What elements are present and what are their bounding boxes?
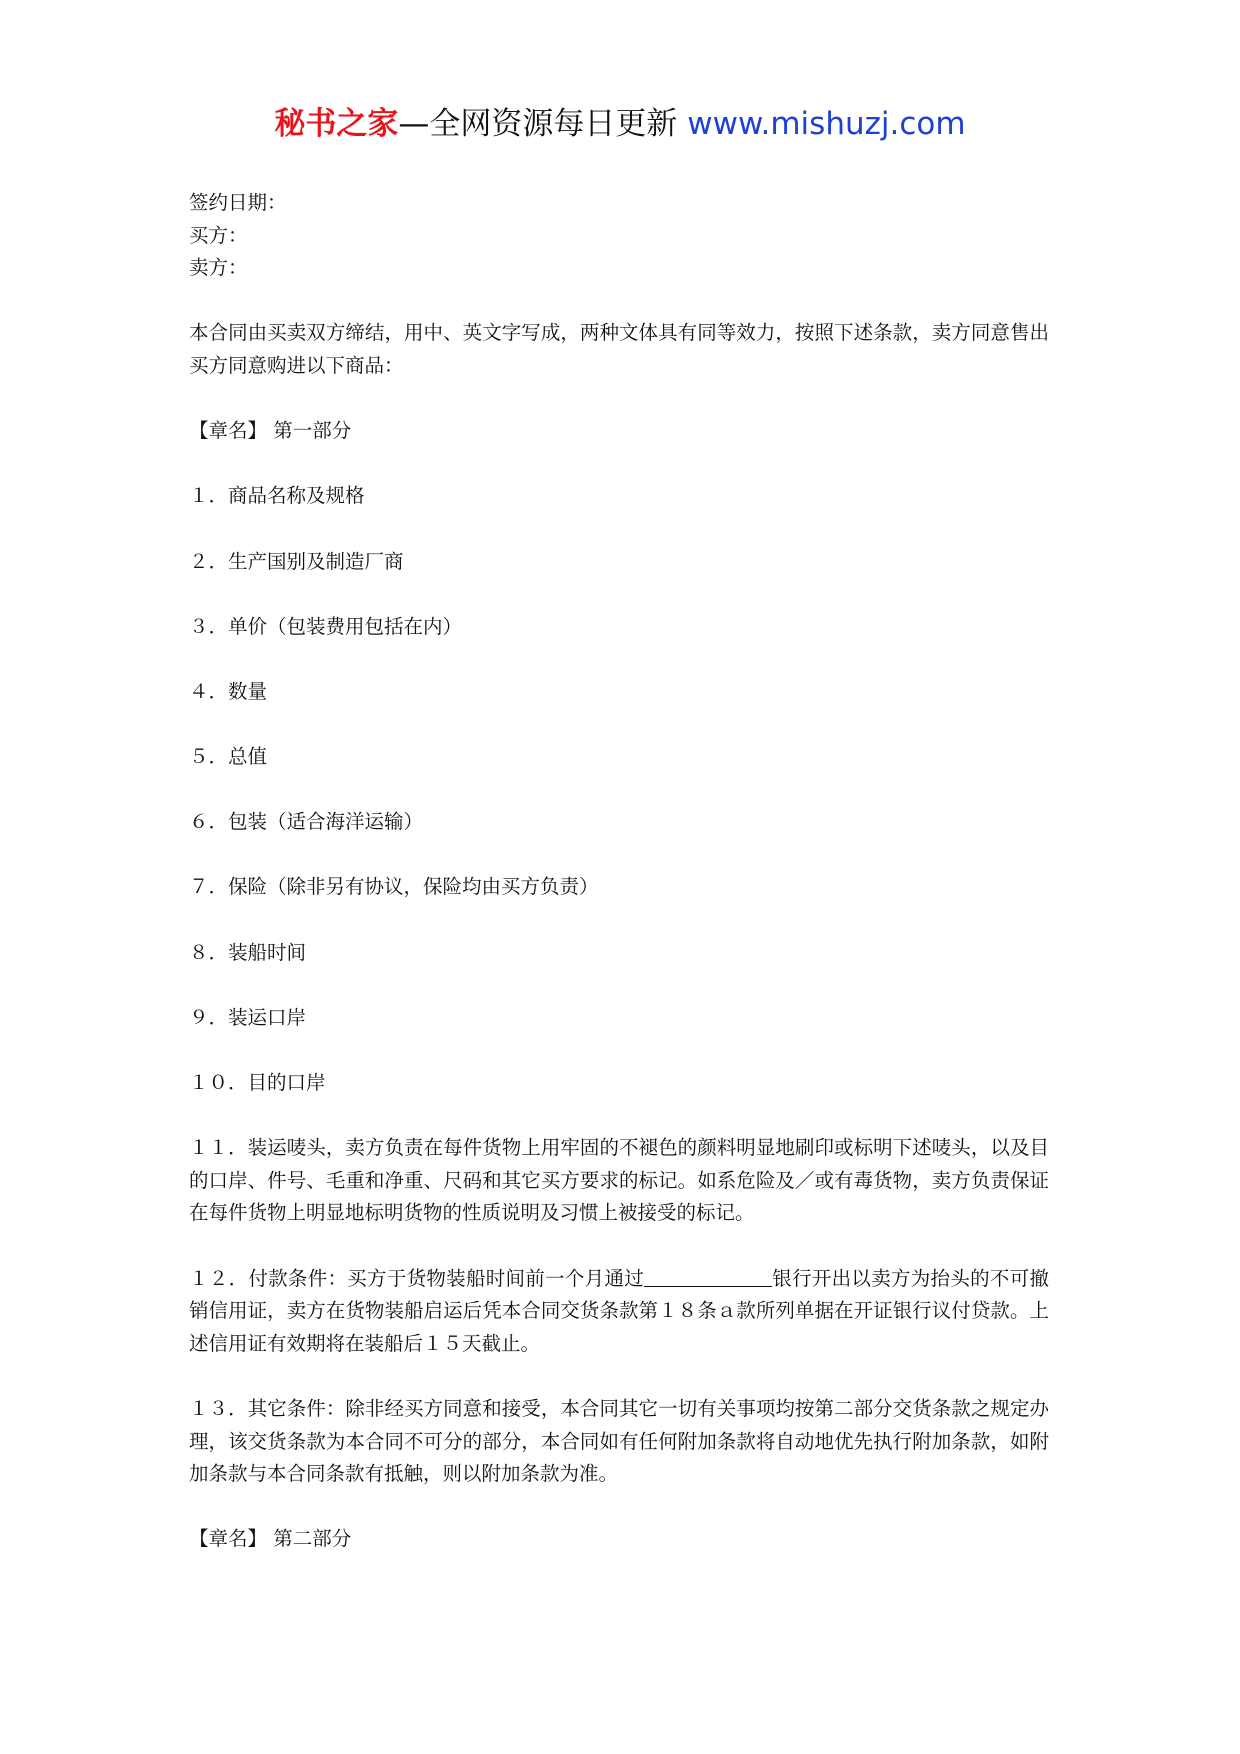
clause-item: ３．单价（包装费用包括在内）	[189, 614, 463, 638]
site-banner	[0, 100, 1240, 148]
banner-slogan: —全网资源每日更新	[398, 106, 678, 142]
clause-item: ６．包装（适合海洋运输）	[189, 810, 424, 834]
clause-12-payment-terms	[189, 1263, 1049, 1361]
sign-date-label: 签约日期：	[189, 191, 287, 214]
clause-item: ７．保险（除非另有协议，保险均由买方负责）	[189, 875, 599, 899]
clause-item: １．商品名称及规格	[189, 484, 365, 508]
clause-11-shipping-marks: １１．装运唛头，卖方负责在每件货物上用牢固的不褪色的颜料明显地刷印或标明下述唛头，以及目的口岸、件号、毛重和净重、尺码和其它买方要求的标记。如系危险及／或有毒货物，卖方负责保证在每件货物上明显地标明货物的性质说明及习惯上被接受的标记。	[189, 1136, 1049, 1225]
contract-body	[189, 187, 1049, 1556]
part1-heading: 【章名】 第一部分	[189, 419, 352, 443]
clause-13-other-terms: １３．其它条件：除非经买方同意和接受，本合同其它一切有关事项均按第二部分交货条款之规定办理，该交货条款为本合同不可分的部分，本合同如有任何附加条款将自动地优先执行附加条款，如附加条款与本合同条款有抵触，则以附加条款为准。	[189, 1396, 1049, 1486]
clause-item: ４．数量	[189, 679, 268, 703]
clause-12-text-b: 银行开出以卖方为抬头的不可撤销信用证，卖方在货物装船启运后凭本合同交货条款第１８条ａ款所列单据在开证银行议付贷款。上述信用证有效期将在装船后１５天截止。	[189, 1266, 1049, 1355]
clause-item: １０．目的口岸	[189, 1071, 326, 1095]
clause-item: ９．装运口岸	[189, 1005, 307, 1029]
banner-brand: 秘书之家	[274, 106, 399, 142]
buyer-label: 买方：	[189, 223, 248, 247]
clause-12-text-a: １２．付款条件：买方于货物装船时间前一个月通过	[189, 1266, 645, 1290]
bank-name-blank[interactable]	[644, 1266, 772, 1287]
intro-paragraph: 本合同由买卖双方缔结，用中、英文字写成，两种文体具有同等效力，按照下述条款，卖方同意售出买方同意购进以下商品：	[189, 321, 1049, 377]
clause-item: ２．生产国别及制造厂商	[189, 549, 404, 573]
part2-heading: 【章名】 第二部分	[189, 1527, 352, 1551]
clause-item: ８．装船时间	[189, 940, 307, 964]
seller-label: 卖方：	[189, 256, 248, 280]
banner-url[interactable]: www.mishuzj.com	[687, 106, 966, 142]
clause-item: ５．总值	[189, 745, 268, 769]
